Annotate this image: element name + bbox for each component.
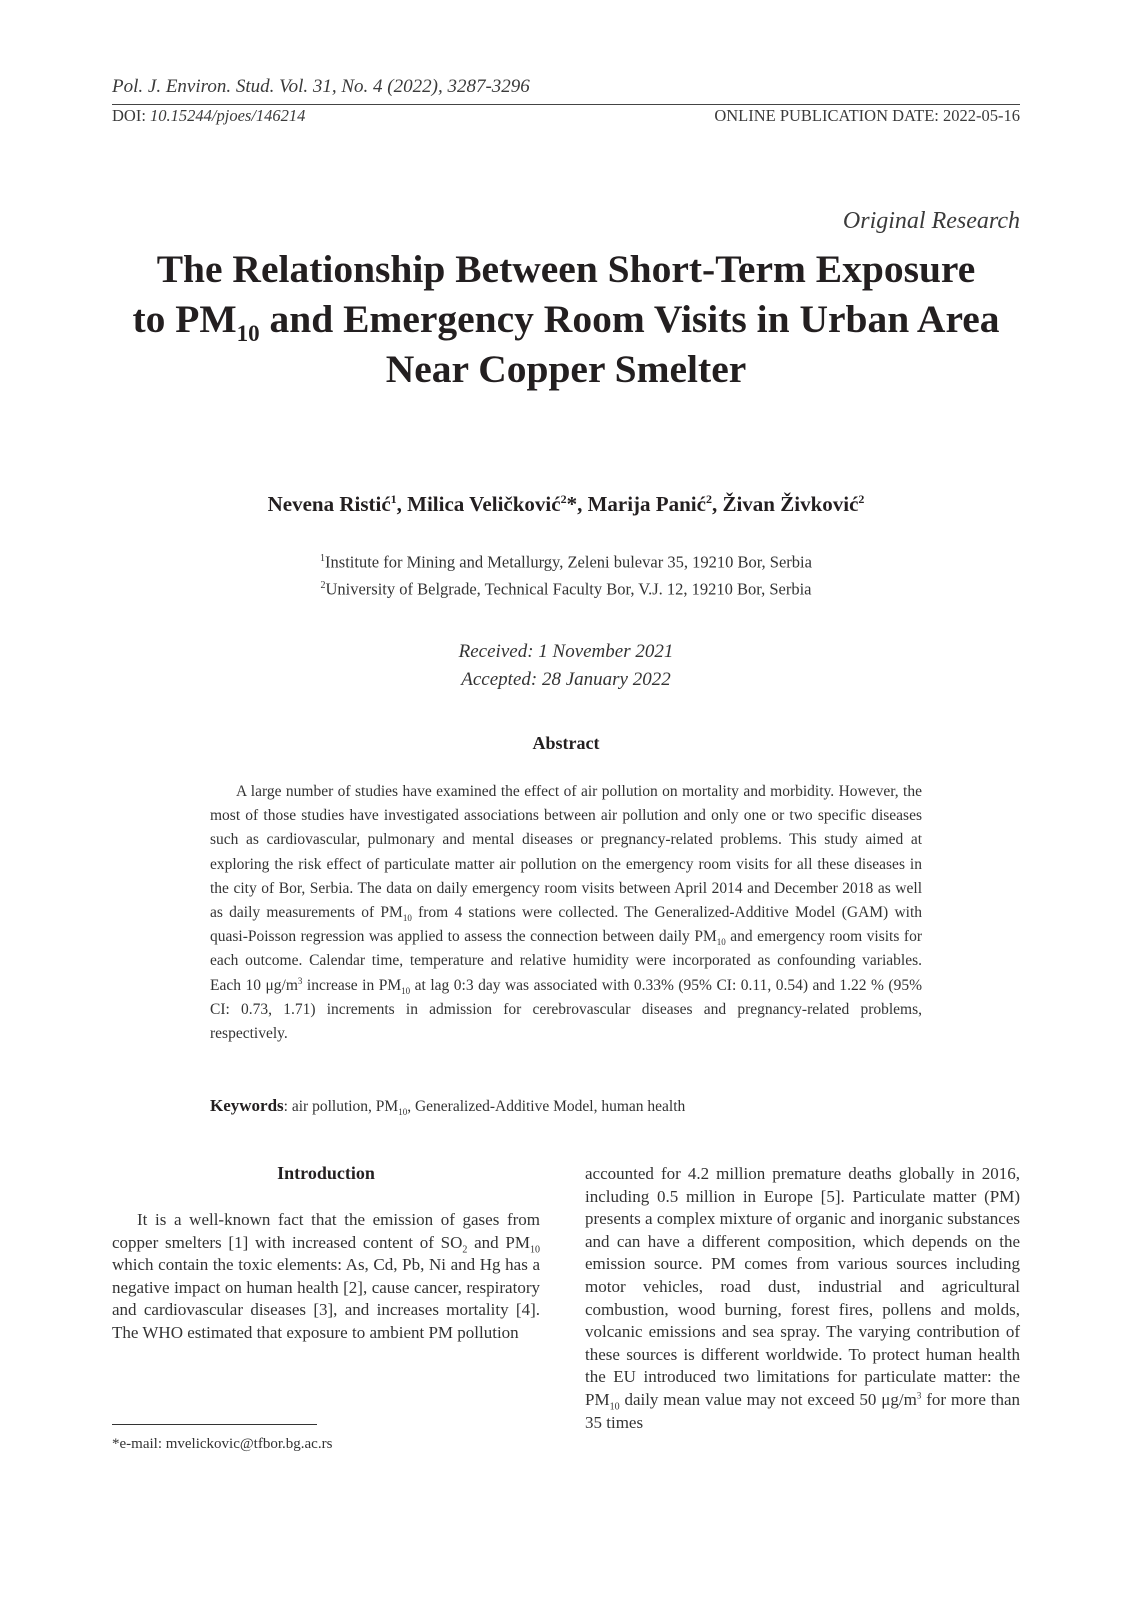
footnote-rule: [112, 1424, 317, 1425]
affil-text: University of Belgrade, Technical Faculty Bor, V.J. 12, 19210 Bor, Serbia: [325, 579, 812, 598]
body-column-right: [585, 1163, 1020, 1434]
body-text: for more than 35 times: [585, 1389, 1020, 1432]
author-list: [112, 492, 1020, 517]
doi-label: DOI:: [112, 106, 151, 125]
author-name: Milica Veličković: [407, 492, 561, 516]
article-dates: [112, 638, 1020, 694]
author-name: Živan Živković: [722, 492, 859, 516]
subscript: 10: [401, 985, 411, 996]
body-text: It is a well-known fact that the emission of gases from copper smelters [1] with increased content of SO: [112, 1210, 540, 1252]
subscript: 10: [398, 1107, 408, 1118]
body-text: accounted for 4.2 million premature deaths globally in 2016, including 0.5 million in Europe [5]. Particulate matter (PM) presents a complex mixture of organic and inorganic substances and can have a different composition, which depends on the emission source. PM comes from various sources including motor vehicles, road dust, industrial and agricultural combustion, wood burning, forest fires, pollens and molds, volcanic emissions and sea spray. The varying contribution of these sources is different worldwide. To protect human health the EU introduced two limitations for particulate matter: the PM: [585, 1164, 1020, 1409]
superscript: 3: [916, 1390, 922, 1401]
author-affil-mark: 1: [390, 492, 397, 506]
doi: [112, 106, 305, 126]
abstract-text: increase in PM: [302, 976, 402, 994]
abstract-text: from 4 stations were collected. The Generalized-Additive Model (GAM) with quasi-Poisson regression was applied to assess the connection between daily PM: [210, 904, 922, 946]
author-sep: ,: [577, 492, 588, 516]
abstract-text: A large number of studies have examined the effect of air pollution on mortality and morbidity. However, the most of those studies have investigated associations between air pollution and only one or two specific diseases such as cardiovascular, pulmonary and mental diseases or pregnancy-related problems. This study aimed at exploring the risk effect of particulate matter air pollution on the emergency room visits for all these diseases in the city of Bor, Serbia. The data on daily emergency room visits between April 2014 and December 2018 as well as daily measurements of PM: [210, 783, 922, 922]
received-date: Received: 1 November 2021: [458, 641, 674, 662]
affil-text: Institute for Mining and Metallurgy, Zeleni bulevar 35, 19210 Bor, Serbia: [325, 552, 812, 572]
header-rule: [112, 104, 1020, 105]
title-line-3: Near Copper Smelter: [385, 347, 747, 391]
abstract-text: at lag 0:3 day was associated with 0.33% (95% CI: 0.11, 0.54) and 1.22 % (95% CI: 0.73, 1.71) increments in admission for cerebrovascular diseases and pregnancy-related problems, respectively.: [210, 976, 922, 1043]
doi-link[interactable]: 10.15244/pjoes/146214: [150, 106, 306, 125]
author-name: Nevena Ristić: [267, 492, 391, 516]
subscript: 10: [402, 913, 412, 924]
title-line-1: The Relationship Between Short-Term Exposure: [156, 247, 976, 291]
keywords-label: Keywords: [210, 1096, 284, 1115]
keywords-text: , Generalized-Additive Model, human health: [407, 1098, 686, 1115]
affiliations: [112, 547, 1020, 600]
author-affil-mark: 2: [858, 492, 865, 506]
subscript: 2: [462, 1243, 468, 1255]
superscript: 3: [297, 975, 303, 986]
affiliation: [112, 547, 1020, 574]
article-title: [112, 244, 1020, 394]
affil-number: 2: [320, 579, 326, 591]
title-text: to PM: [132, 297, 237, 341]
abstract-text: and emergency room visits for each outcome. Calendar time, temperature and relative humidity were incorporated as confounding variables. Each 10 μg/m: [210, 928, 922, 994]
title-line-2: [112, 294, 1020, 344]
corresponding-mark: *: [566, 492, 578, 516]
body-column-left: [112, 1209, 540, 1345]
footnote-email: *e-mail: mvelickovic@tfbor.bg.ac.rs: [112, 1436, 333, 1452]
body-text: which contain the toxic elements: As, Cd, Pb, Ni and Hg has a negative impact on human health [2], cause cancer, respiratory and cardiovascular diseases [3], and increases mortality [4]. The WHO estimated that exposure to ambient PM pollution: [112, 1255, 540, 1342]
subscript: 10: [609, 1401, 620, 1413]
article-category: Original Research: [842, 208, 1020, 234]
abstract-body: [210, 780, 922, 1046]
keywords-text: : air pollution, PM: [283, 1098, 399, 1115]
author-name: Marija Panić: [587, 492, 706, 516]
title-subscript: 10: [236, 321, 260, 346]
keywords: [210, 1096, 922, 1116]
author-sep: ,: [711, 492, 723, 516]
subscript: 10: [530, 1243, 541, 1255]
author-affil-mark: 2: [560, 492, 567, 506]
introduction-heading: Introduction: [277, 1163, 375, 1183]
subscript: 10: [716, 937, 726, 948]
title-text: and Emergency Room Visits in Urban Area: [259, 297, 1000, 341]
affil-number: 1: [320, 553, 326, 564]
affiliation: [112, 574, 1020, 601]
abstract-heading: Abstract: [532, 733, 600, 753]
author-affil-mark: 2: [705, 492, 712, 506]
author-sep: ,: [396, 492, 408, 516]
body-text: daily mean value may not exceed 50 μg/m: [619, 1389, 917, 1409]
publication-date: ONLINE PUBLICATION DATE: 2022-05-16: [714, 106, 1020, 125]
body-text: and PM: [467, 1232, 531, 1252]
journal-citation: Pol. J. Environ. Stud. Vol. 31, No. 4 (2022), 3287-3296: [112, 76, 530, 97]
accepted-date: Accepted: 28 January 2022: [461, 669, 671, 690]
